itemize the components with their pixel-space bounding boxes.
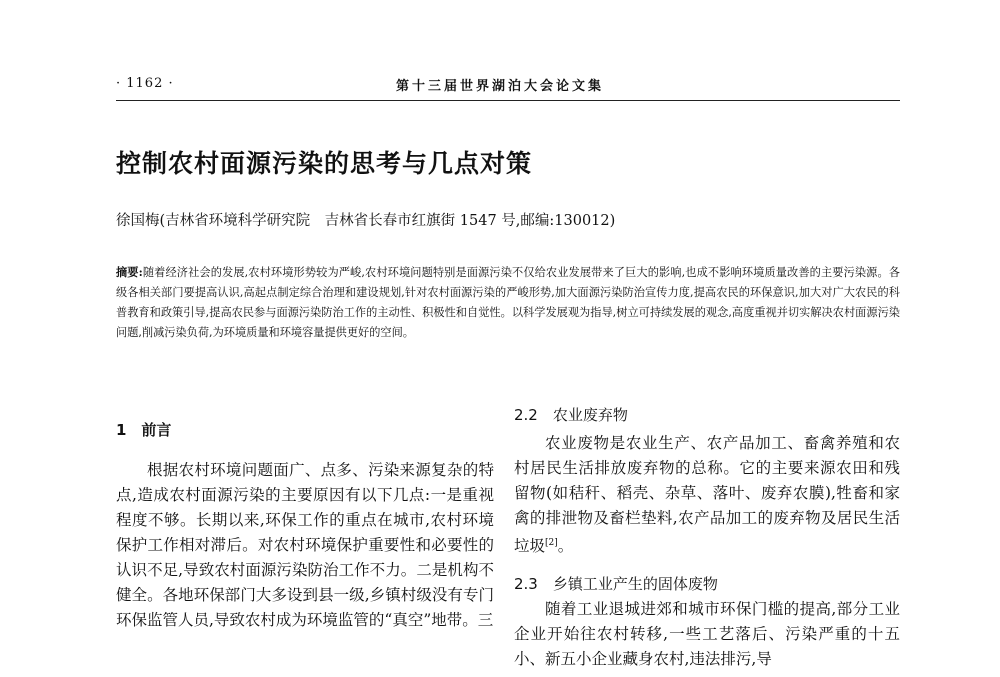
section-2-3-heading: 2.3 乡镇工业产生的固体废物 (514, 575, 718, 593)
section-1-paragraph: 根据农村环境问题面广、点多、污染来源复杂的特点,造成农村面源污染的主要原因有以下几点:一是重视程度不够。长期以来,环保工作的重点在城市,农村环境保护工作相对滞后。对农村环境保护重要性和必要性的认识不足,导致农村面源污染防治工作不力。二是机构不健全。各地环保部门大多设到县一级,乡镇村级没有专门环保监管人员,导致农村成为环境监管的“真空”地带。三 (116, 461, 494, 629)
section-2-3-paragraph: 随着工业退城进郊和城市环保门槛的提高,部分工业企业开始往农村转移,一些工艺落后、污染严重的十五小、新五小企业藏身农村,违法排污,导 (514, 600, 900, 668)
abstract-text: 随着经济社会的发展,农村环境形势较为严峻,农村环境问题特别是面源污染不仅给农业发展带来了巨大的影响,也成不影响环境质量改善的主要污染源。各级各相关部门要提高认识,高起点制定综合治理和建设规划,针对农村面源污染的严峻形势,加大面源污染防治宣传力度,提高农民的环保意识,加大对广大农民的科普教育和政策引导,提高农民参与面源污染防治工作的主动性、积极性和自觉性。以科学发展观为指导,树立可持续发展的观念,高度重视并切实解决农村面源污染问题,削减污染负荷,为环境质量和环境容量提供更好的空间。 (116, 266, 900, 339)
header-rule (116, 100, 900, 101)
citation-2: [2] (545, 538, 558, 548)
running-header: 第十三届世界湖泊大会论文集 (395, 79, 604, 94)
section-1-heading: 1 前言 (116, 421, 172, 439)
section-2-2-paragraph (514, 431, 900, 559)
section-2-2-heading: 2.2 农业废弃物 (514, 406, 628, 424)
abstract (116, 262, 900, 343)
author-affiliation: 徐国梅(吉林省环境科学研究院 吉林省长春市红旗街 1547 号,邮编:130012) (116, 213, 616, 229)
abstract-label: 摘要: (116, 265, 143, 279)
page-number: · 1162 · (116, 76, 174, 91)
paper-title: 控制农村面源污染的思考与几点对策 (116, 149, 533, 178)
section-2-2-text: 农业废物是农业生产、农产品加工、畜禽养殖和农村居民生活排放废弃物的总称。它的主要来源农田和残留物(如秸秆、稻壳、杂草、落叶、废弃农膜),牲畜和家禽的排泄物及畜栏垫料,农产品加工的废弃物及居民生活垃圾 (514, 434, 900, 556)
section-2-2-end: 。 (557, 537, 574, 556)
